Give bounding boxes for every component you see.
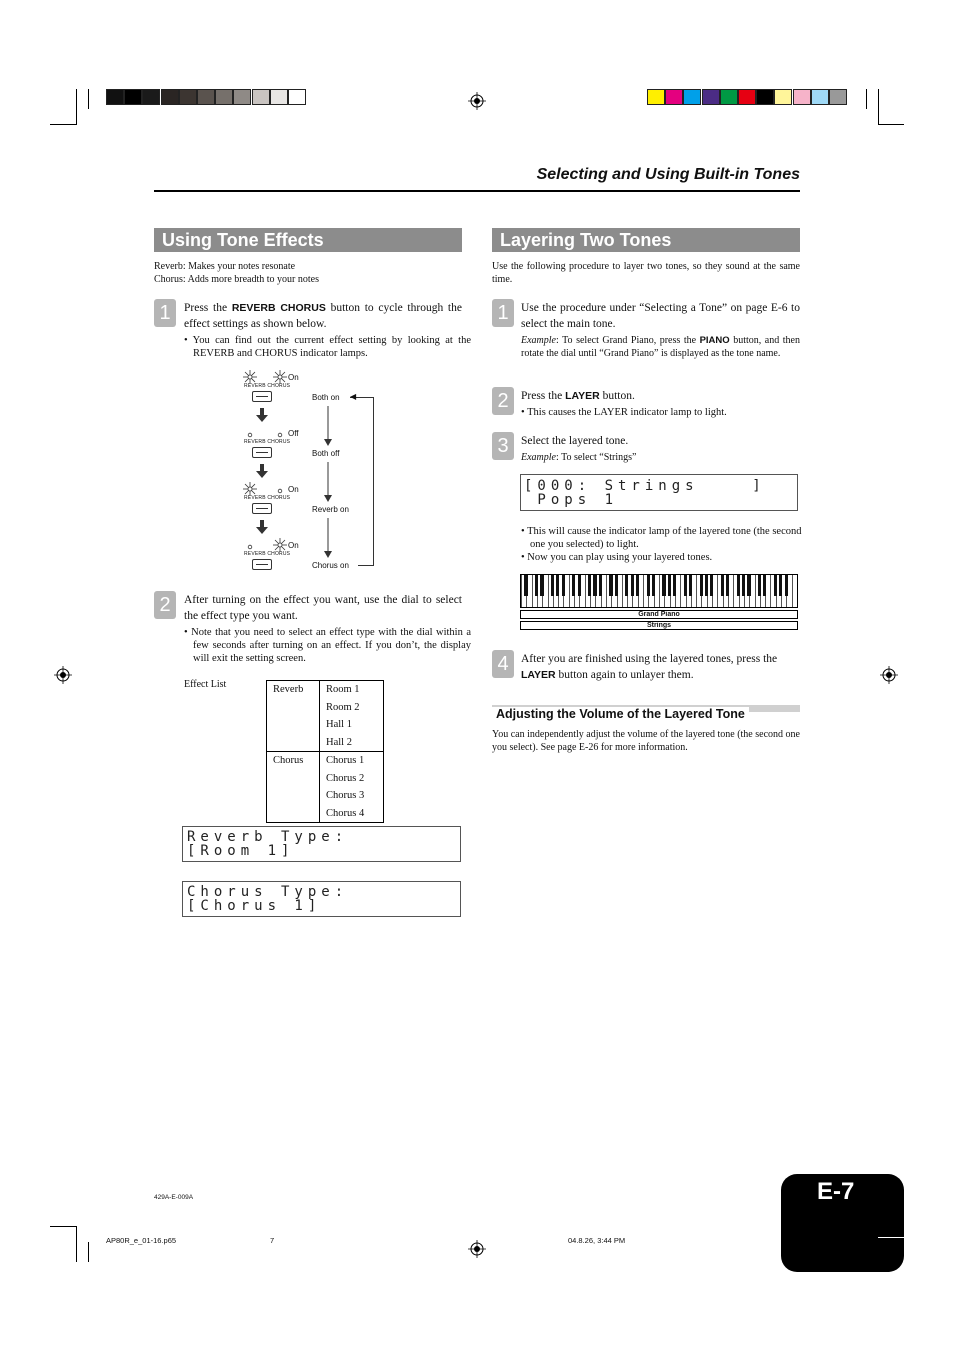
- button-name: LAYER: [521, 669, 556, 681]
- step-text: Select the layered tone.: [521, 435, 629, 447]
- step-number: 2: [154, 591, 176, 619]
- effect-type-cell: Chorus 1: [320, 752, 384, 770]
- effect-type-cell: Hall 1: [320, 716, 384, 734]
- black-key: [747, 575, 750, 596]
- white-key: [792, 575, 793, 608]
- crop-mark: [50, 124, 77, 125]
- section-header-title: Selecting and Using Built-in Tones: [536, 166, 800, 183]
- effect-group-cell: [267, 734, 320, 752]
- effect-group-cell: [267, 770, 320, 788]
- color-swatch: [702, 89, 720, 105]
- effect-table-row: [267, 805, 384, 823]
- crop-mark: [878, 89, 879, 125]
- example-text-pre: : To select Grand Piano, press the: [556, 335, 700, 346]
- effect-group-cell: [267, 716, 320, 734]
- color-swatch: [811, 89, 829, 105]
- black-key: [705, 575, 708, 596]
- black-key: [737, 575, 740, 596]
- lamp-state-label: On: [288, 541, 299, 550]
- gray-swatch: [179, 89, 197, 105]
- black-key: [615, 575, 618, 596]
- black-key: [609, 575, 612, 596]
- gray-swatch: [270, 89, 288, 105]
- effect-table-row: [267, 716, 384, 734]
- white-key: [755, 575, 756, 608]
- effect-list-table: [266, 680, 384, 823]
- effect-type-cell: Hall 2: [320, 734, 384, 752]
- keyboard-range-strings: Strings: [520, 621, 798, 630]
- color-swatch: [829, 89, 847, 105]
- step-number: 1: [154, 299, 176, 327]
- black-key: [578, 575, 581, 596]
- effect-group-cell: [267, 805, 320, 823]
- effect-table-row: [267, 699, 384, 717]
- black-key: [726, 575, 729, 596]
- effect-type-cell: Room 2: [320, 699, 384, 717]
- white-key: [680, 575, 681, 608]
- crop-mark: [88, 1242, 89, 1262]
- black-key: [636, 575, 639, 596]
- black-key: [662, 575, 665, 596]
- reverb-chorus-button-icon: [252, 391, 272, 402]
- black-key: [647, 575, 650, 596]
- page-tab-label: E-7: [817, 1178, 855, 1205]
- lcd-line-1: Chorus Type:: [187, 884, 349, 900]
- lcd-line-1: Reverb Type:: [187, 829, 349, 845]
- crop-mark: [76, 89, 77, 125]
- effect-type-cell: Chorus 3: [320, 787, 384, 805]
- black-key: [562, 575, 565, 596]
- footer-page-number: 7: [270, 1236, 275, 1245]
- step-example: [521, 451, 800, 464]
- down-arrow-icon: [256, 520, 268, 538]
- color-swatch: [793, 89, 811, 105]
- step-number: 1: [492, 299, 514, 327]
- black-key: [599, 575, 602, 596]
- white-key: [521, 575, 522, 608]
- gray-swatch: [252, 89, 270, 105]
- lcd-display-layer-tone: [520, 474, 798, 511]
- effect-type-cell: Room 1: [320, 681, 384, 699]
- reverb-chorus-button-icon: [252, 503, 272, 514]
- color-swatch: [774, 89, 792, 105]
- white-key: [733, 575, 734, 608]
- effect-state-label: Chorus on: [312, 561, 349, 570]
- white-key: [622, 575, 623, 608]
- thin-down-arrow-icon: [324, 462, 332, 507]
- lamp-state-label: On: [288, 373, 299, 382]
- layer-volume-text: You can independently adjust the volume of the layered tone (the second one you select). See page E-26 for more information.: [492, 729, 800, 753]
- down-arrow-icon: [256, 408, 268, 426]
- thin-down-arrow-icon: [324, 518, 332, 563]
- white-key: [569, 575, 570, 608]
- black-key: [588, 575, 591, 596]
- lamp-label: REVERB CHORUS: [244, 495, 291, 501]
- registration-mark-icon: [468, 1240, 486, 1258]
- document-code: 429A-E-009A: [154, 1194, 194, 1201]
- gray-swatch: [142, 89, 160, 105]
- intro-chorus: Chorus: Adds more breadth to your notes: [154, 274, 319, 285]
- gray-swatch: [106, 89, 124, 105]
- black-key: [700, 575, 703, 596]
- lamp-label: REVERB CHORUS: [244, 439, 291, 445]
- effect-list-label: Effect List: [184, 679, 227, 690]
- white-key: [532, 575, 533, 608]
- gray-swatch: [233, 89, 251, 105]
- color-swatch: [665, 89, 683, 105]
- keyboard-range-grand-piano: Grand Piano: [520, 610, 798, 619]
- black-key: [763, 575, 766, 596]
- effect-table-row: [267, 787, 384, 805]
- layering-intro: Use the following procedure to layer two tones, so they sound at the same time.: [492, 261, 800, 285]
- lcd-line-2: Pops 1: [524, 492, 619, 508]
- black-key: [625, 575, 628, 596]
- color-swatch: [738, 89, 756, 105]
- example-text: : To select “Strings”: [556, 452, 637, 463]
- footer-filename: AP80R_e_01-16.p65: [106, 1236, 177, 1245]
- step-bullet: • Note that you need to select an effect type with the dial within a few seconds after turning on an effect. If you don’t, the display will exit the setting screen.: [184, 627, 471, 664]
- white-key: [585, 575, 586, 608]
- color-swatch: [647, 89, 665, 105]
- lamp-state-label: On: [288, 485, 299, 494]
- color-swatch: [720, 89, 738, 105]
- effect-group-cell: [267, 699, 320, 717]
- black-key: [684, 575, 687, 596]
- reverb-chorus-button-icon: [252, 559, 272, 570]
- lamp-label: REVERB CHORUS: [244, 383, 291, 389]
- step-text: After turning on the effect you want, use the dial to select the effect type you want.: [184, 594, 462, 622]
- step-text: [521, 651, 800, 683]
- step-number: 4: [492, 650, 514, 678]
- black-key: [673, 575, 676, 596]
- black-key: [631, 575, 634, 596]
- layer-bullet: • This will cause the indicator lamp of the layered tone (the second one you selected) to light.: [521, 526, 802, 550]
- effect-state-label: Both off: [312, 449, 340, 458]
- black-key: [710, 575, 713, 596]
- black-key: [758, 575, 761, 596]
- layer-bullet: • Now you can play using your layered tones.: [521, 552, 713, 563]
- lamp-label: REVERB CHORUS: [244, 551, 291, 557]
- black-key: [779, 575, 782, 596]
- white-key: [717, 575, 718, 608]
- step-text: Use the procedure under “Selecting a Tone” on page E-6 to select the main tone.: [521, 302, 800, 330]
- reverb-chorus-button-icon: [252, 447, 272, 458]
- registration-mark-icon: [880, 666, 898, 684]
- crop-mark: [88, 89, 89, 109]
- step-example: [521, 334, 800, 360]
- registration-mark-icon: [468, 92, 486, 110]
- white-key: [643, 575, 644, 608]
- effect-table-row: [267, 770, 384, 788]
- step-text: [521, 388, 800, 404]
- black-key: [572, 575, 575, 596]
- effect-type-cell: Chorus 2: [320, 770, 384, 788]
- white-key: [548, 575, 549, 608]
- step-number: 2: [492, 387, 514, 415]
- lcd-line-2: [Chorus 1]: [187, 898, 322, 914]
- effect-table-row: [267, 681, 384, 699]
- example-text-post: button, and then rotate the dial until “Grand Piano” is displayed as the tone name.: [521, 335, 800, 359]
- step-text-pre: After you are finished using the layered tones, press the: [521, 653, 778, 665]
- registration-mark-icon: [54, 666, 72, 684]
- button-name: PIANO: [699, 335, 730, 346]
- effect-table-row: [267, 752, 384, 770]
- effect-cycle-diagram: ◀ On REVERB CHORUS Both on Off REVERB CHORUS Both off On REVERB CHORUS Reverb on On REVERB CHORUS Chorus on: [238, 368, 388, 578]
- gray-swatch: [215, 89, 233, 105]
- gray-swatch: [288, 89, 306, 105]
- step-text: [184, 300, 462, 332]
- black-key: [652, 575, 655, 596]
- effect-state-label: Both on: [312, 393, 340, 402]
- down-arrow-icon: [256, 464, 268, 482]
- black-key: [721, 575, 724, 596]
- black-key: [668, 575, 671, 596]
- example-label: Example: [521, 335, 556, 346]
- lcd-display-chorus-type: [182, 881, 461, 917]
- intro-reverb: Reverb: Makes your notes resonate: [154, 261, 296, 272]
- effect-group-cell: Chorus: [267, 752, 320, 770]
- lcd-line-2: [Room 1]: [187, 843, 295, 859]
- step-bullet: • You can find out the current effect setting by looking at the REVERB and CHORUS indicator lamps.: [184, 335, 471, 359]
- black-key: [774, 575, 777, 596]
- black-key: [556, 575, 559, 596]
- keyboard-illustration: [520, 574, 798, 608]
- white-key: [606, 575, 607, 608]
- step-text-post: button again to unlayer them.: [555, 669, 694, 681]
- page-tab: [781, 1174, 904, 1272]
- step-text-pre: Press the: [521, 390, 566, 402]
- effect-type-cell: Chorus 4: [320, 805, 384, 823]
- black-key: [785, 575, 788, 596]
- lcd-display-reverb-type: [182, 826, 461, 862]
- effect-group-cell: [267, 787, 320, 805]
- effect-table-row: [267, 734, 384, 752]
- black-key: [593, 575, 596, 596]
- lamp-state-label: Off: [288, 429, 299, 438]
- color-swatch: [756, 89, 774, 105]
- example-label: Example: [521, 452, 556, 463]
- effect-group-cell: Reverb: [267, 681, 320, 699]
- gray-swatch: [197, 89, 215, 105]
- black-key: [742, 575, 745, 596]
- effect-state-label: Reverb on: [312, 505, 349, 514]
- header-rule: [154, 190, 800, 192]
- black-key: [540, 575, 543, 596]
- subheading-layer-volume: Adjusting the Volume of the Layered Tone: [492, 707, 749, 721]
- crop-mark: [878, 124, 904, 125]
- button-name: LAYER: [565, 390, 600, 402]
- black-key: [689, 575, 692, 596]
- section-title-tone-effects: Using Tone Effects: [154, 228, 462, 252]
- gray-swatch: [161, 89, 179, 105]
- step-text-post: button to cycle through the effect settings as shown below.: [184, 302, 462, 330]
- section-title-layering: Layering Two Tones: [492, 228, 800, 252]
- gray-swatch: [124, 89, 142, 105]
- crop-mark: [878, 1237, 904, 1238]
- step-text-pre: Press the: [184, 302, 232, 314]
- white-key: [696, 575, 697, 608]
- crop-mark: [76, 1226, 77, 1262]
- thin-down-arrow-icon: [324, 406, 332, 451]
- button-name: REVERB CHORUS: [231, 302, 326, 314]
- step-bullet: • This causes the LAYER indicator lamp to light.: [521, 407, 727, 418]
- step-number: 3: [492, 432, 514, 460]
- lcd-line-1: [000: Strings ]: [524, 478, 766, 494]
- black-key: [551, 575, 554, 596]
- black-key: [535, 575, 538, 596]
- white-key: [770, 575, 771, 608]
- footer-date: 04.8.26, 3:44 PM: [568, 1236, 626, 1245]
- white-key: [659, 575, 660, 608]
- crop-mark: [50, 1226, 77, 1227]
- crop-mark: [866, 89, 867, 109]
- color-swatch: [683, 89, 701, 105]
- step-text-post: button.: [599, 390, 635, 402]
- black-key: [524, 575, 527, 596]
